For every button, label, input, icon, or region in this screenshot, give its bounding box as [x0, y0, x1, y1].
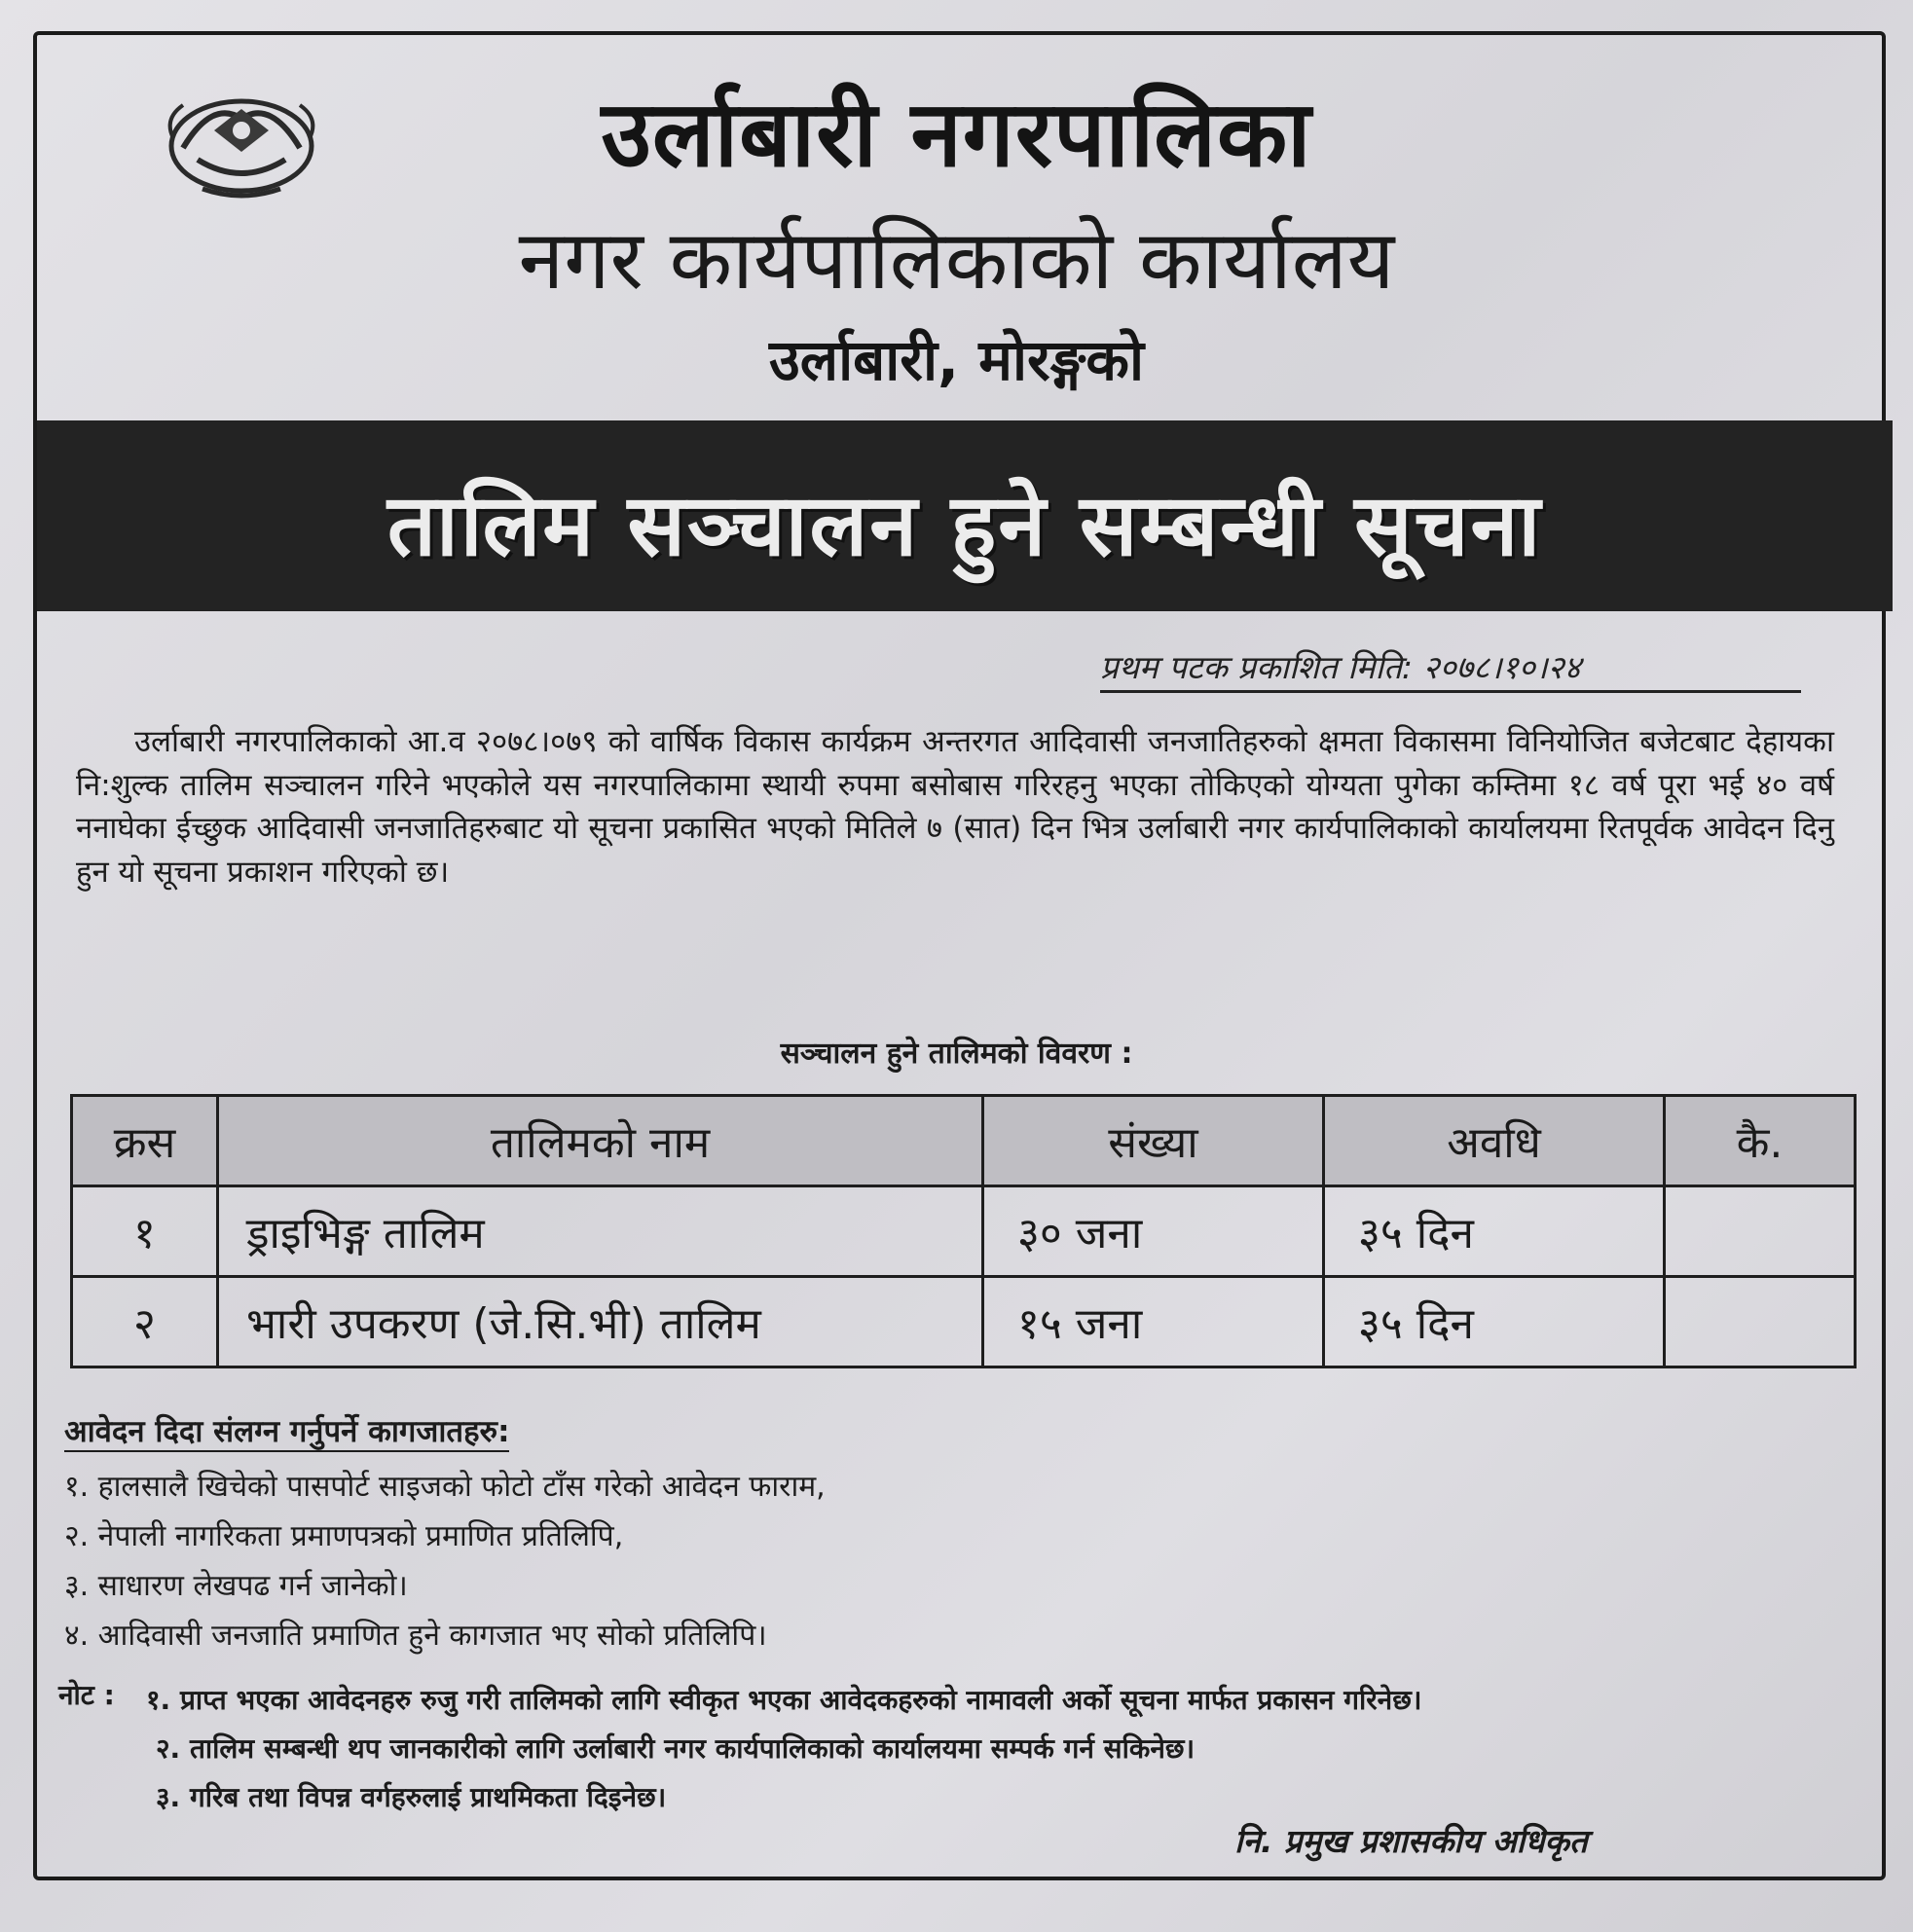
header-sn: क्रस: [72, 1096, 218, 1186]
list-item: १. हालसालै खिचेको पासपोर्ट साइजको फोटो टाँस गरेको आवेदन फाराम,: [64, 1470, 826, 1504]
cell-sn: १: [72, 1186, 218, 1277]
cell-count: ३० जना: [983, 1186, 1324, 1277]
list-item: ३. गरिब तथा विपन्न वर्गहरुलाई प्राथमिकता दिइनेछ।: [156, 1781, 667, 1813]
note-label: नोट :: [58, 1679, 115, 1711]
cell-duration: ३५ दिन: [1324, 1186, 1665, 1277]
documents-list: [64, 1462, 1817, 1660]
list-item: ३. साधारण लेखपढ गर्न जानेको।: [64, 1569, 408, 1603]
cell-count: १५ जना: [983, 1277, 1324, 1367]
cell-training-name: भारी उपकरण (जे.सि.भी) तालिम: [218, 1277, 983, 1367]
municipality-title: उर्लाबारी नगरपालिका: [601, 82, 1312, 188]
notice-body: उर्लाबारी नगरपालिकाको आ.व २०७८।०७९ को वार्षिक विकास कार्यक्रम अन्तरगत आदिवासी जनजातिहरुको क्षमता विकासमा विनियोजित बजेटबाट देहायका नि:शुल्क तालिम सञ्चालन गरिने भएकोले यस नगरपालिकामा स्थायी रुपमा बसोबास गरिरहनु भएका तोकिएको योग्यता पुगेका कम्तिमा १८ वर्ष पूरा भई ४० वर्ष ननाघेका ईच्छुक आदिवासी जनजातिहरुबाट यो सूचना प्रकासित भएको मितिले ७ (सात) दिन भित्र उर्लाबारी नगर कार्यपालिकाको कार्यालयमा रितपूर्वक आवेदन दिनु हुन यो सूचना प्रकाशन गरिएको छ।: [76, 724, 1834, 890]
header-training-name: तालिमको नाम: [218, 1096, 983, 1186]
notice-banner: [37, 420, 1893, 611]
training-table: [70, 1094, 1857, 1368]
notes-list: [146, 1676, 1859, 1822]
list-item: १. प्राप्त भएका आवेदनहरु रुजु गरी तालिमको लागि स्वीकृत भएका आवेदकहरुको नामावली अर्को सूचना मार्फत प्रकासन गरिनेछ।: [146, 1684, 1422, 1716]
header-count: संख्या: [983, 1096, 1324, 1186]
list-item: ४. आदिवासी जनजाति प्रमाणित हुने कागजात भए सोको प्रतिलिपि।: [64, 1619, 767, 1653]
list-item: २. नेपाली नागरिकता प्रमाणपत्रको प्रमाणित प्रतिलिपि,: [64, 1519, 624, 1553]
cell-sn: २: [72, 1277, 218, 1367]
published-date: प्रथम पटक प्रकाशित मिति: २०७८।१०।२४: [1100, 644, 1801, 693]
location-title: उर्लाबारी, मोरङ्गको: [769, 327, 1144, 393]
notice-banner-title: तालिम सञ्चालन हुने सम्बन्धी सूचना: [386, 475, 1543, 575]
cell-remarks: [1665, 1186, 1856, 1277]
office-title: नगर कार्यपालिकाको कार्यालय: [518, 212, 1395, 308]
table-row: [72, 1186, 1856, 1277]
table-caption: सञ्चालन हुने तालिमको विवरण :: [780, 1037, 1133, 1071]
header-remarks: कै.: [1665, 1096, 1856, 1186]
table-header-row: [72, 1096, 1856, 1186]
cell-training-name: ड्राइभिङ्ग तालिम: [218, 1186, 983, 1277]
list-item: २. तालिम सम्बन्धी थप जानकारीको लागि उर्लाबारी नगर कार्यपालिकाको कार्यालयमा सम्पर्क गर्न सकिनेछ।: [156, 1732, 1196, 1765]
signatory-title: नि. प्रमुख प्रशासकीय अधिकृत: [1234, 1822, 1588, 1860]
documents-heading: आवेदन दिदा संलग्न गर्नुपर्ने कागजातहरु:: [64, 1413, 509, 1452]
cell-remarks: [1665, 1277, 1856, 1367]
table-row: [72, 1277, 1856, 1367]
cell-duration: ३५ दिन: [1324, 1277, 1665, 1367]
header-duration: अवधि: [1324, 1096, 1665, 1186]
